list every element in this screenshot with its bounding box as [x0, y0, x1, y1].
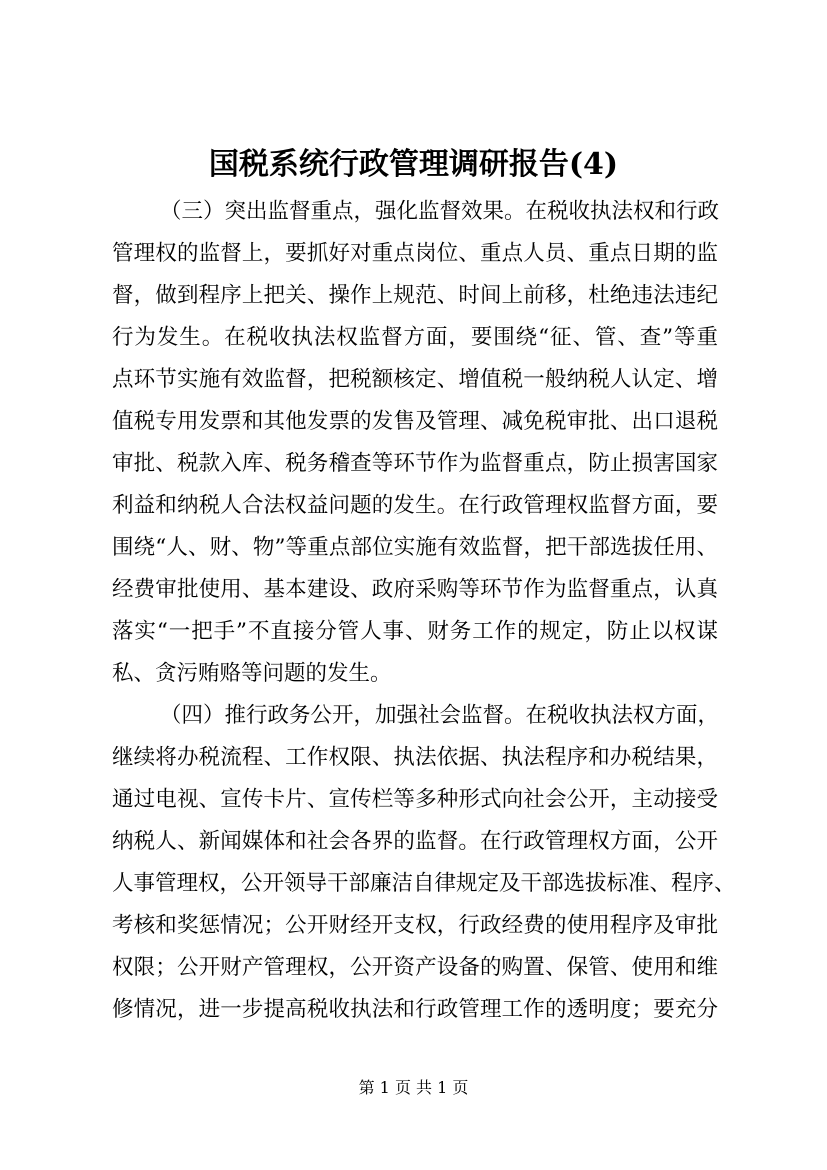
paragraph-line: 督，做到程序上把关、操作上规范、时间上前移，杜绝违法违纪 [112, 283, 718, 308]
paragraph-line: （三）突出监督重点，强化监督效果。在税收执法权和行政 [160, 199, 720, 224]
paragraph-line: （四）推行政务公开，加强社会监督。在税收执法权方面， [160, 703, 720, 728]
paragraph-line: 继续将办税流程、工作权限、执法依据、执法程序和办税结果， [112, 745, 718, 770]
paragraph-line: 利益和纳税人合法权益问题的发生。在行政管理权监督方面，要 [112, 493, 718, 518]
paragraph-line: 值税专用发票和其他发票的发售及管理、减免税审批、出口退税 [112, 409, 718, 434]
paragraph-line: 行为发生。在税收执法权监督方面，要围绕“征、管、查”等重 [112, 325, 718, 350]
paragraph-line: 落实“一把手”不直接分管人事、财务工作的规定，防止以权谋 [112, 619, 718, 644]
paragraph-line: 围绕“人、财、物”等重点部位实施有效监督，把干部选拔任用、 [112, 535, 718, 560]
paragraph-line: 点环节实施有效监督，把税额核定、增值税一般纳税人认定、增 [112, 367, 718, 392]
paragraph-line: 审批、税款入库、税务稽查等环节作为监督重点，防止损害国家 [112, 451, 718, 476]
paragraph-line: 人事管理权，公开领导干部廉洁自律规定及干部选拔标准、程序、 [112, 871, 736, 896]
paragraph-line: 经费审批使用、基本建设、政府采购等环节作为监督重点，认真 [112, 577, 718, 602]
paragraph-line: 考核和奖惩情况；公开财经开支权，行政经费的使用程序及审批 [112, 913, 718, 938]
document-title: 国税系统行政管理调研报告(4) [208, 147, 619, 182]
paragraph-line: 纳税人、新闻媒体和社会各界的监督。在行政管理权方面，公开 [112, 829, 718, 854]
paragraph-line: 私、贪污贿赂等问题的发生。 [112, 661, 392, 686]
paragraph-line: 管理权的监督上，要抓好对重点岗位、重点人员、重点日期的监 [112, 241, 718, 266]
paragraph-line: 通过电视、宣传卡片、宣传栏等多种形式向社会公开，主动接受 [112, 787, 718, 812]
paragraph-line: 权限；公开财产管理权，公开资产设备的购置、保管、使用和维 [112, 955, 718, 980]
paragraph-line: 修情况，进一步提高税收执法和行政管理工作的透明度；要充分 [112, 997, 718, 1022]
page-number-footer: 第 1 页 共 1 页 [358, 1078, 469, 1097]
